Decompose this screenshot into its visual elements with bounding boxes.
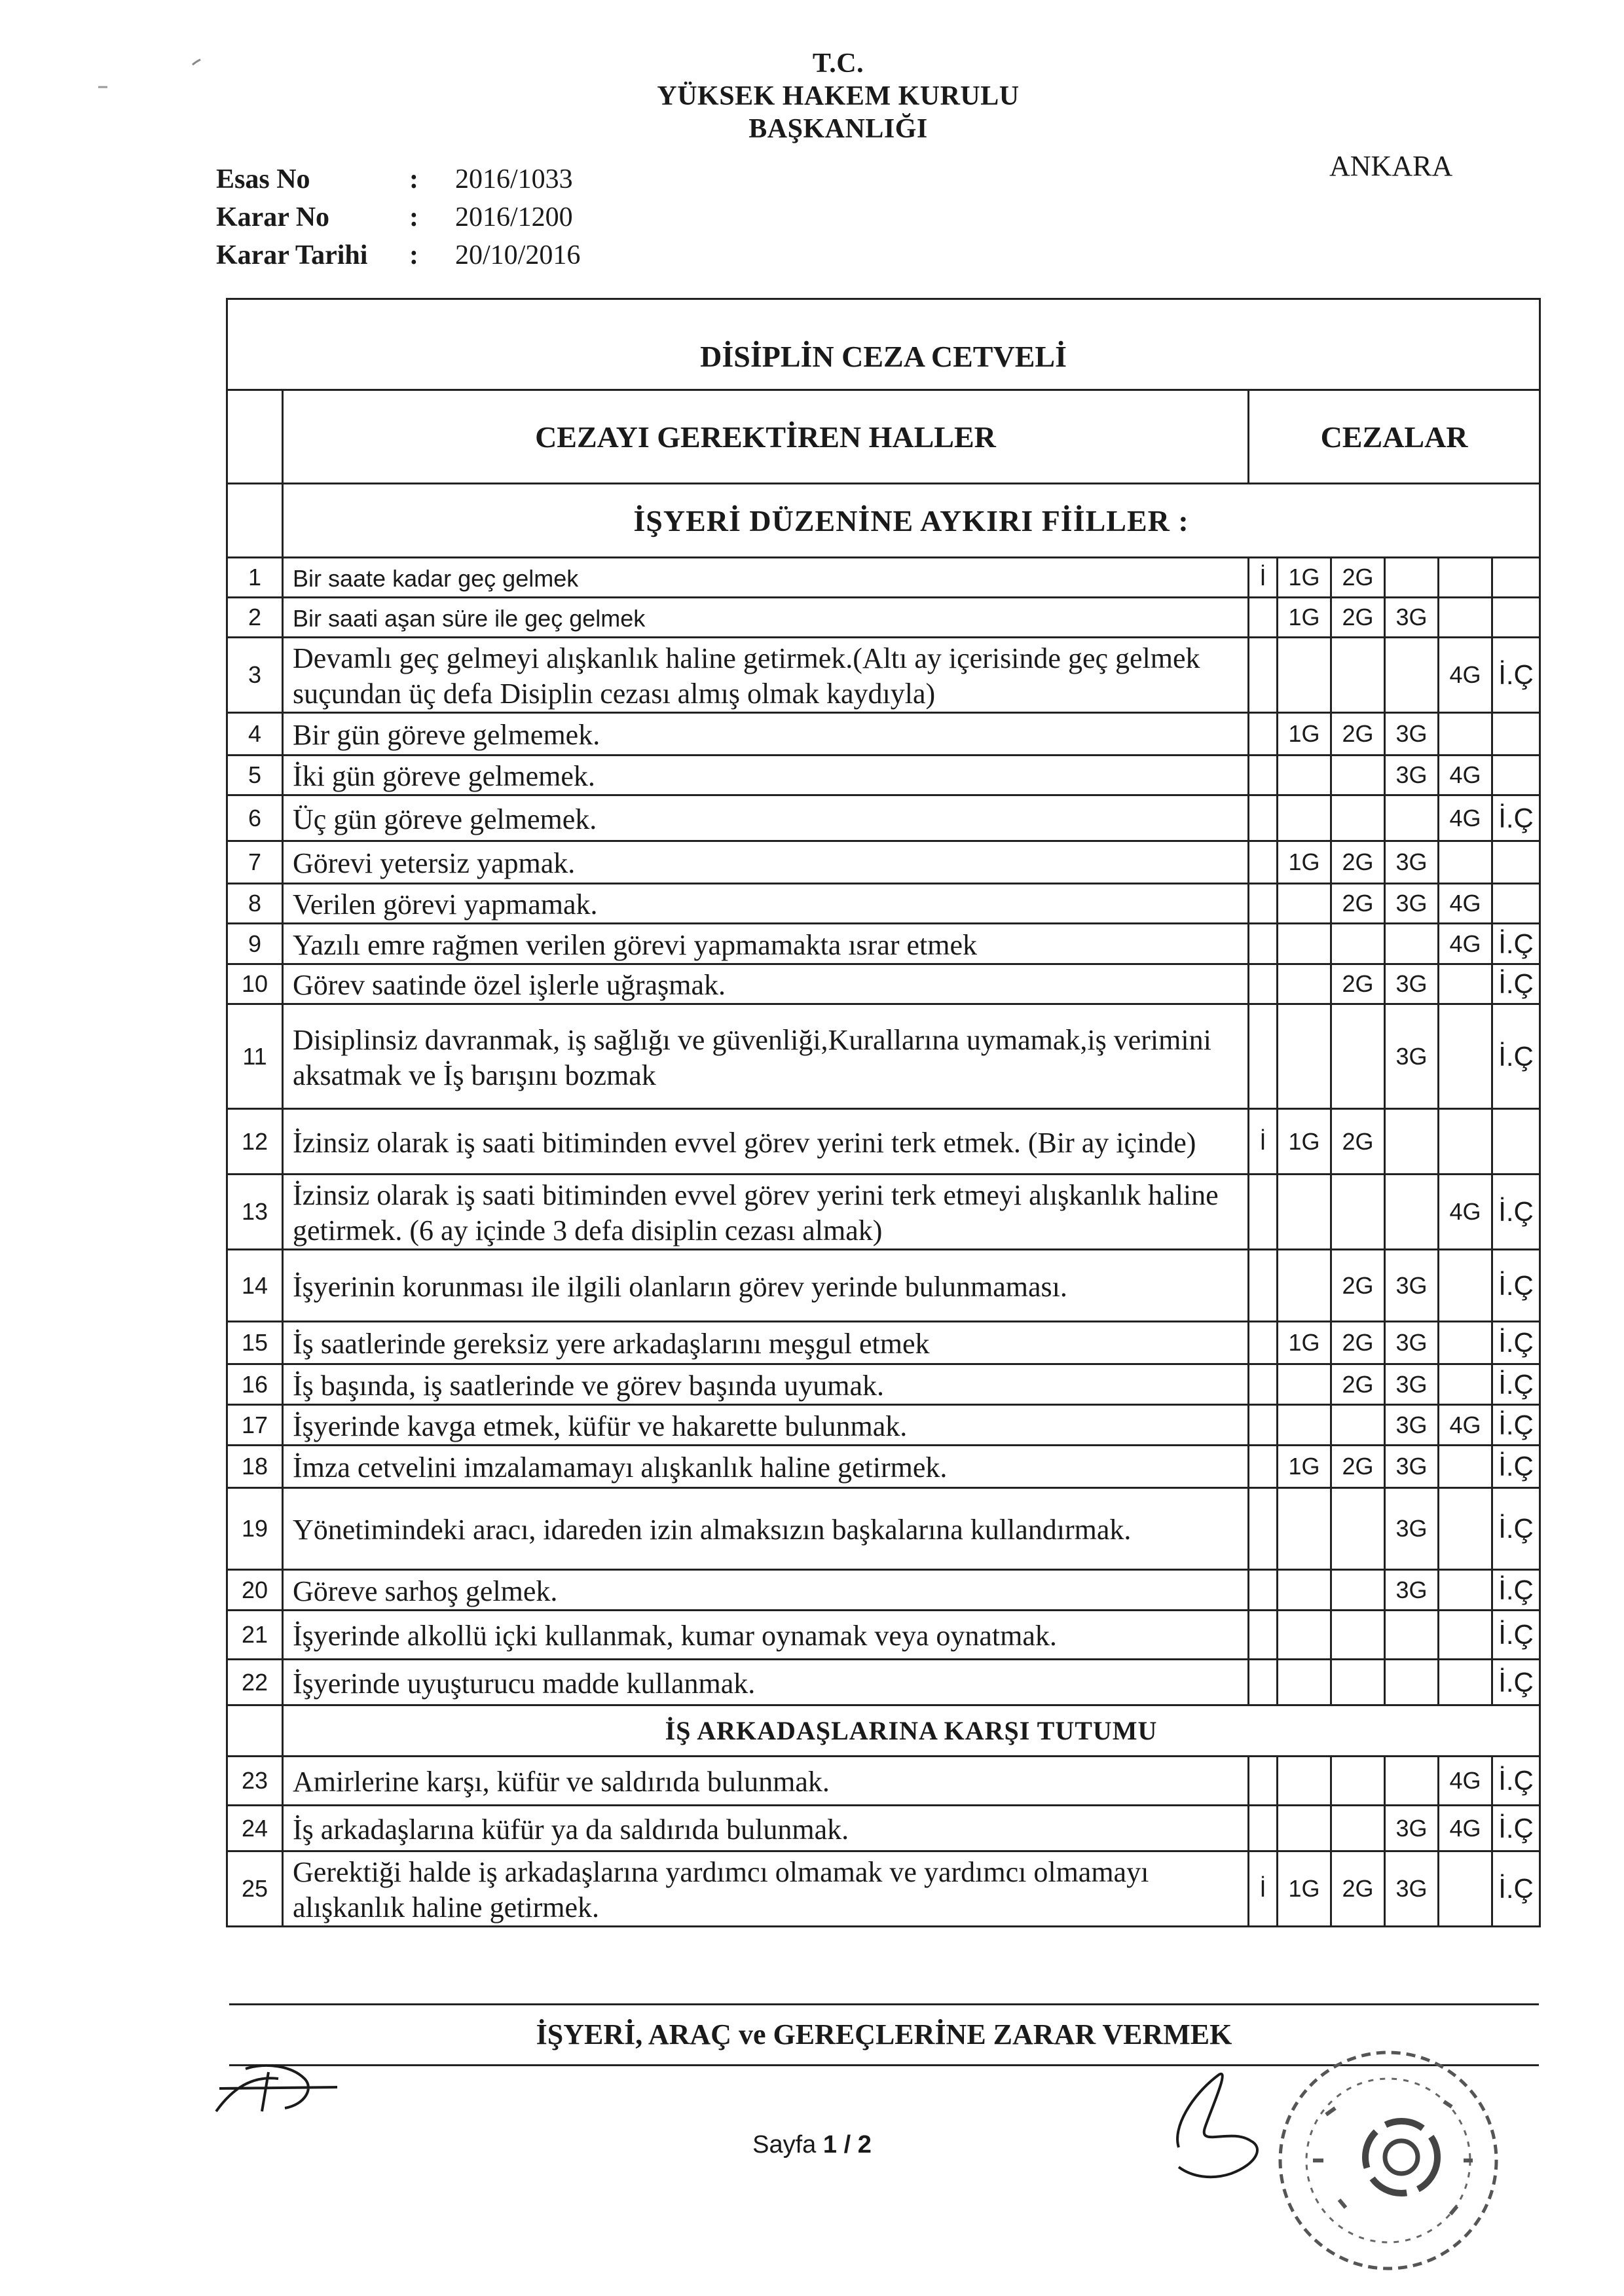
penalty-cell: İ <box>1249 1109 1278 1175</box>
official-seal-stamp <box>1247 2036 1529 2285</box>
table-row <box>227 713 1540 756</box>
table-row <box>227 1488 1540 1570</box>
penalty-cell <box>1439 1611 1492 1660</box>
penalty-cell <box>1331 1175 1385 1250</box>
karar-colon: : <box>409 202 418 232</box>
penalty-cell: İ.Ç <box>1492 964 1540 1004</box>
offense-description: İş arkadaşlarına küfür ya da saldırıda bulunmak. <box>283 1806 1249 1851</box>
table-row <box>227 1004 1540 1109</box>
penalty-cell <box>1278 964 1331 1004</box>
penalty-cell <box>1331 1611 1385 1660</box>
penalty-cell <box>1439 964 1492 1004</box>
penalty-cell <box>1278 1806 1331 1851</box>
row-number: 17 <box>227 1405 283 1446</box>
penalty-cell: 3G <box>1385 1250 1439 1322</box>
penalty-cell: İ.Ç <box>1492 1611 1540 1660</box>
penalty-cell: 4G <box>1439 924 1492 964</box>
penalty-cell <box>1249 1446 1278 1488</box>
penalty-cell: 1G <box>1278 1851 1331 1927</box>
penalty-cell: İ.Ç <box>1492 924 1540 964</box>
penalty-cell: 3G <box>1385 1004 1439 1109</box>
city-label: ANKARA <box>1329 150 1453 182</box>
penalty-cell <box>1385 1109 1439 1175</box>
penalty-cell <box>1439 1322 1492 1364</box>
heading-kurul: YÜKSEK HAKEM KURULU <box>657 81 1020 111</box>
penalty-cell <box>1439 1570 1492 1611</box>
penalty-cell <box>1278 1250 1331 1322</box>
penalty-cell <box>1249 1806 1278 1851</box>
penalty-cell <box>1249 638 1278 713</box>
penalty-cell: İ.Ç <box>1492 1175 1540 1250</box>
penalty-cell: 4G <box>1439 756 1492 795</box>
row-number: 8 <box>227 884 283 924</box>
table-row <box>227 1660 1540 1705</box>
penalty-cell <box>1331 1570 1385 1611</box>
penalty-cell: 2G <box>1331 841 1385 884</box>
penalty-cell: 3G <box>1385 598 1439 638</box>
institution-heading <box>589 47 1087 145</box>
penalty-cell <box>1331 1488 1385 1570</box>
offense-description: İmza cetvelini imzalamamayı alışkanlık haline getirmek. <box>283 1446 1249 1488</box>
penalty-cell: İ.Ç <box>1492 1250 1540 1322</box>
penalty-cell <box>1331 1806 1385 1851</box>
karar-label: Karar No <box>216 202 330 232</box>
penalty-cell <box>1492 884 1540 924</box>
penalty-cell <box>1249 841 1278 884</box>
penalty-cell: 3G <box>1385 756 1439 795</box>
penalty-cell <box>1439 558 1492 598</box>
row-number: 14 <box>227 1250 283 1322</box>
penalty-cell <box>1249 1570 1278 1611</box>
row-number: 4 <box>227 713 283 756</box>
table-row <box>227 924 1540 964</box>
tarih-row <box>216 236 580 274</box>
row-number: 7 <box>227 841 283 884</box>
section-row-2 <box>227 1705 1540 1757</box>
table-row <box>227 1322 1540 1364</box>
row-number: 13 <box>227 1175 283 1250</box>
penalty-cell <box>1249 1611 1278 1660</box>
penalty-cell: 2G <box>1331 558 1385 598</box>
penalty-cell: İ.Ç <box>1492 1660 1540 1705</box>
penalty-cell: İ.Ç <box>1492 1757 1540 1806</box>
penalty-cell <box>1439 1364 1492 1405</box>
table-row <box>227 1175 1540 1250</box>
penalty-cell <box>1249 1250 1278 1322</box>
penalty-cell <box>1439 1851 1492 1927</box>
table-row <box>227 756 1540 795</box>
penalty-cell <box>1278 1004 1331 1109</box>
penalty-cell <box>1385 558 1439 598</box>
penalty-cell: 4G <box>1439 795 1492 841</box>
esas-value: 2016/1033 <box>455 164 573 194</box>
row-number: 6 <box>227 795 283 841</box>
penalty-cell <box>1439 1004 1492 1109</box>
penalty-cell <box>1439 1660 1492 1705</box>
penalty-cell <box>1278 1364 1331 1405</box>
penalty-cell: 4G <box>1439 1175 1492 1250</box>
table-row <box>227 1611 1540 1660</box>
row-number: 2 <box>227 598 283 638</box>
penalty-cell <box>1331 924 1385 964</box>
penalty-cell <box>1249 756 1278 795</box>
penalty-cell <box>1492 841 1540 884</box>
table-row <box>227 964 1540 1004</box>
penalty-cell: 2G <box>1331 884 1385 924</box>
offense-description: Devamlı geç gelmeyi alışkanlık haline getirmek.(Altı ay içerisinde geç gelmek suçundan üç defa Disiplin cezası almış olmak kaydıyla) <box>283 638 1249 713</box>
penalty-cell: 2G <box>1331 1851 1385 1927</box>
esas-label: Esas No <box>216 164 310 194</box>
penalty-cell <box>1331 795 1385 841</box>
offense-description: Gerektiği halde iş arkadaşlarına yardımcı olmamak ve yardımcı olmamayı alışkanlık haline getirmek. <box>283 1851 1249 1927</box>
offense-description: İki gün göreve gelmemek. <box>283 756 1249 795</box>
penalty-cell <box>1278 1488 1331 1570</box>
penalty-cell <box>1385 1660 1439 1705</box>
penalty-cell: İ.Ç <box>1492 1405 1540 1446</box>
penalty-cell: 3G <box>1385 964 1439 1004</box>
penalty-cell <box>1439 1488 1492 1570</box>
penalty-cell <box>1492 756 1540 795</box>
offense-description: Göreve sarhoş gelmek. <box>283 1570 1249 1611</box>
row-number: 23 <box>227 1757 283 1806</box>
penalty-cell: 2G <box>1331 1322 1385 1364</box>
penalty-cell: İ.Ç <box>1492 1446 1540 1488</box>
heading-tc: T.C. <box>812 48 864 79</box>
scan-speck-2 <box>97 84 110 90</box>
table-row <box>227 884 1540 924</box>
row-number: 1 <box>227 558 283 598</box>
table-header-row <box>227 390 1540 484</box>
offense-description: Bir gün göreve gelmemek. <box>283 713 1249 756</box>
penalty-cell: 3G <box>1385 1570 1439 1611</box>
row-number: 3 <box>227 638 283 713</box>
offense-description: İş saatlerinde gereksiz yere arkadaşlarını meşgul etmek <box>283 1322 1249 1364</box>
tarih-value: 20/10/2016 <box>455 240 581 270</box>
table-row <box>227 1446 1540 1488</box>
offense-description: Disiplinsiz davranmak, iş sağlığı ve güvenliği,Kurallarına uymamak,iş verimini aksatmak ve İş barışını bozmak <box>283 1004 1249 1109</box>
row-number: 18 <box>227 1446 283 1488</box>
table-row <box>227 638 1540 713</box>
offense-description: İş başında, iş saatlerinde ve görev başında uyumak. <box>283 1364 1249 1405</box>
section-blank-cell <box>227 1705 283 1757</box>
penalty-cell: 3G <box>1385 1405 1439 1446</box>
offense-description: Üç gün göreve gelmemek. <box>283 795 1249 841</box>
page-total: 2 <box>857 2131 872 2159</box>
penalty-cell: İ <box>1249 1851 1278 1927</box>
penalty-cell: 2G <box>1331 598 1385 638</box>
penalty-cell: 1G <box>1278 558 1331 598</box>
row-number: 12 <box>227 1109 283 1175</box>
penalty-cell <box>1249 1322 1278 1364</box>
table-row <box>227 598 1540 638</box>
penalty-cell: İ.Ç <box>1492 1322 1540 1364</box>
penalty-cell: 3G <box>1385 1488 1439 1570</box>
penalty-cell: 3G <box>1385 1364 1439 1405</box>
penalty-cell: İ.Ç <box>1492 795 1540 841</box>
penalty-cell <box>1439 1446 1492 1488</box>
penalty-cell <box>1439 598 1492 638</box>
initials-scribble <box>206 2049 350 2121</box>
penalty-cell <box>1439 841 1492 884</box>
penalty-table <box>226 298 1541 1927</box>
offense-description: İşyerinde alkollü içki kullanmak, kumar oynamak veya oynatmak. <box>283 1611 1249 1660</box>
offense-description: Verilen görevi yapmamak. <box>283 884 1249 924</box>
table-row <box>227 558 1540 598</box>
penalty-cell <box>1385 1175 1439 1250</box>
penalty-cell: İ.Ç <box>1492 1806 1540 1851</box>
offense-description: Yazılı emre rağmen verilen görevi yapmamakta ısrar etmek <box>283 924 1249 964</box>
offense-description: İşyerinde kavga etmek, küfür ve hakarette bulunmak. <box>283 1405 1249 1446</box>
row-number: 24 <box>227 1806 283 1851</box>
offense-description: Bir saate kadar geç gelmek <box>283 558 1249 598</box>
penalty-cell <box>1278 1175 1331 1250</box>
penalty-cell: 1G <box>1278 598 1331 638</box>
tarih-colon: : <box>409 240 418 270</box>
penalty-cell <box>1278 1570 1331 1611</box>
penalty-cell <box>1249 1405 1278 1446</box>
penalty-cell: 3G <box>1385 1806 1439 1851</box>
header-cezalar: CEZALAR <box>1249 390 1540 484</box>
document-header <box>0 0 1624 288</box>
penalty-cell: 4G <box>1439 638 1492 713</box>
table-row <box>227 795 1540 841</box>
penalty-cell <box>1492 713 1540 756</box>
penalty-cell: 1G <box>1278 841 1331 884</box>
table-row <box>227 1364 1540 1405</box>
section-row-1 <box>227 484 1540 558</box>
table-row <box>227 1405 1540 1446</box>
table-title: DİSİPLİN CEZA CETVELİ <box>227 299 1540 390</box>
karar-value: 2016/1200 <box>455 202 573 232</box>
table-row <box>227 1806 1540 1851</box>
penalty-cell: 2G <box>1331 713 1385 756</box>
row-number: 25 <box>227 1851 283 1927</box>
case-info <box>216 160 580 274</box>
penalty-cell <box>1385 638 1439 713</box>
row-number: 9 <box>227 924 283 964</box>
offense-description: Görevi yetersiz yapmak. <box>283 841 1249 884</box>
penalty-cell: 2G <box>1331 1446 1385 1488</box>
penalty-cell <box>1249 924 1278 964</box>
penalty-cell <box>1278 1611 1331 1660</box>
penalty-cell: 3G <box>1385 841 1439 884</box>
penalty-cell <box>1249 1004 1278 1109</box>
table-title-row <box>227 299 1540 390</box>
penalty-cell: 2G <box>1331 1250 1385 1322</box>
penalty-cell: İ.Ç <box>1492 1570 1540 1611</box>
row-number: 22 <box>227 1660 283 1705</box>
row-number: 16 <box>227 1364 283 1405</box>
penalty-cell <box>1278 756 1331 795</box>
penalty-cell <box>1439 1250 1492 1322</box>
section-blank-cell <box>227 484 283 558</box>
page-separator: / <box>837 2131 858 2159</box>
penalty-cell <box>1331 1004 1385 1109</box>
section-title-1: İŞYERİ DÜZENİNE AYKIRI FİİLLER : <box>283 484 1540 558</box>
penalty-cell: 4G <box>1439 1806 1492 1851</box>
penalty-cell <box>1249 598 1278 638</box>
penalty-cell: 2G <box>1331 1109 1385 1175</box>
row-number: 20 <box>227 1570 283 1611</box>
penalty-cell <box>1278 1757 1331 1806</box>
penalty-cell <box>1278 924 1331 964</box>
offense-description: Amirlerine karşı, küfür ve saldırıda bulunmak. <box>283 1757 1249 1806</box>
penalty-cell <box>1278 638 1331 713</box>
penalty-cell <box>1331 756 1385 795</box>
offense-description: İzinsiz olarak iş saati bitiminden evvel görev yerini terk etmeyi alışkanlık haline getirmek. (6 ay içinde 3 defa disiplin cezası almak) <box>283 1175 1249 1250</box>
penalty-cell: 3G <box>1385 1851 1439 1927</box>
penalty-cell: 1G <box>1278 1109 1331 1175</box>
section-title-2: İŞ ARKADAŞLARINA KARŞI TUTUMU <box>283 1705 1540 1757</box>
page-prefix: Sayfa <box>752 2131 817 2159</box>
penalty-cell: 3G <box>1385 884 1439 924</box>
table-row <box>227 1570 1540 1611</box>
table-row <box>227 1250 1540 1322</box>
offense-description: Bir saati aşan süre ile geç gelmek <box>283 598 1249 638</box>
penalty-cell <box>1249 795 1278 841</box>
penalty-cell <box>1249 1175 1278 1250</box>
penalty-cell <box>1249 1364 1278 1405</box>
penalty-cell <box>1331 1757 1385 1806</box>
row-number: 21 <box>227 1611 283 1660</box>
penalty-cell: 3G <box>1385 1322 1439 1364</box>
table-row <box>227 841 1540 884</box>
heading-baskanlik: BAŞKANLIĞI <box>748 114 928 144</box>
penalty-cell: 1G <box>1278 1446 1331 1488</box>
penalty-cell <box>1249 713 1278 756</box>
scan-speck <box>190 56 203 69</box>
header-blank-cell <box>227 390 283 484</box>
penalty-cell <box>1331 1405 1385 1446</box>
penalty-cell: İ.Ç <box>1492 1364 1540 1405</box>
penalty-cell: 4G <box>1439 884 1492 924</box>
penalty-cell: İ.Ç <box>1492 1004 1540 1109</box>
penalty-cell <box>1492 558 1540 598</box>
penalty-cell <box>1249 1757 1278 1806</box>
penalty-cell <box>1385 1611 1439 1660</box>
penalty-cell <box>1385 924 1439 964</box>
offense-description: İzinsiz olarak iş saati bitiminden evvel görev yerini terk etmek. (Bir ay içinde) <box>283 1109 1249 1175</box>
row-number: 5 <box>227 756 283 795</box>
karar-row <box>216 198 580 236</box>
header-haller: CEZAYI GEREKTİREN HALLER <box>283 390 1249 484</box>
penalty-cell: 2G <box>1331 1364 1385 1405</box>
offense-description: Görev saatinde özel işlerle uğraşmak. <box>283 964 1249 1004</box>
penalty-cell: 4G <box>1439 1405 1492 1446</box>
penalty-cell <box>1249 884 1278 924</box>
penalty-cell: İ.Ç <box>1492 1851 1540 1927</box>
penalty-cell: 1G <box>1278 713 1331 756</box>
table-row <box>227 1757 1540 1806</box>
penalty-cell <box>1492 1109 1540 1175</box>
penalty-cell <box>1385 1757 1439 1806</box>
penalty-cell <box>1331 638 1385 713</box>
tarih-label: Karar Tarihi <box>216 240 368 270</box>
table-row <box>227 1109 1540 1175</box>
penalty-cell <box>1278 1660 1331 1705</box>
penalty-cell <box>1331 1660 1385 1705</box>
penalty-cell: İ.Ç <box>1492 1488 1540 1570</box>
penalty-cell <box>1278 1405 1331 1446</box>
penalty-cell <box>1439 713 1492 756</box>
penalty-cell: 4G <box>1439 1757 1492 1806</box>
penalty-cell: 2G <box>1331 964 1385 1004</box>
penalty-cell: 1G <box>1278 1322 1331 1364</box>
offense-description: İşyerinde uyuşturucu madde kullanmak. <box>283 1660 1249 1705</box>
offense-description: İşyerinin korunması ile ilgili olanların görev yerinde bulunmaması. <box>283 1250 1249 1322</box>
penalty-cell <box>1249 1488 1278 1570</box>
table-row <box>227 1851 1540 1927</box>
esas-row <box>216 160 580 198</box>
penalty-cell: 3G <box>1385 713 1439 756</box>
offense-description: Yönetimindeki aracı, idareden izin almaksızın başkalarına kullandırmak. <box>283 1488 1249 1570</box>
penalty-cell <box>1492 598 1540 638</box>
section-title-3: İŞYERİ, ARAÇ ve GEREÇLERİNE ZARAR VERMEK <box>229 2003 1539 2066</box>
row-number: 19 <box>227 1488 283 1570</box>
penalty-cell: İ.Ç <box>1492 638 1540 713</box>
row-number: 11 <box>227 1004 283 1109</box>
row-number: 10 <box>227 964 283 1004</box>
penalty-cell: 3G <box>1385 1446 1439 1488</box>
penalty-cell <box>1385 795 1439 841</box>
penalty-cell <box>1278 884 1331 924</box>
penalty-cell <box>1249 964 1278 1004</box>
row-number: 15 <box>227 1322 283 1364</box>
page-current: 1 <box>822 2131 838 2159</box>
penalty-cell <box>1278 795 1331 841</box>
penalty-cell <box>1439 1109 1492 1175</box>
penalty-cell <box>1249 1660 1278 1705</box>
penalty-cell: İ <box>1249 558 1278 598</box>
esas-colon: : <box>409 164 418 194</box>
